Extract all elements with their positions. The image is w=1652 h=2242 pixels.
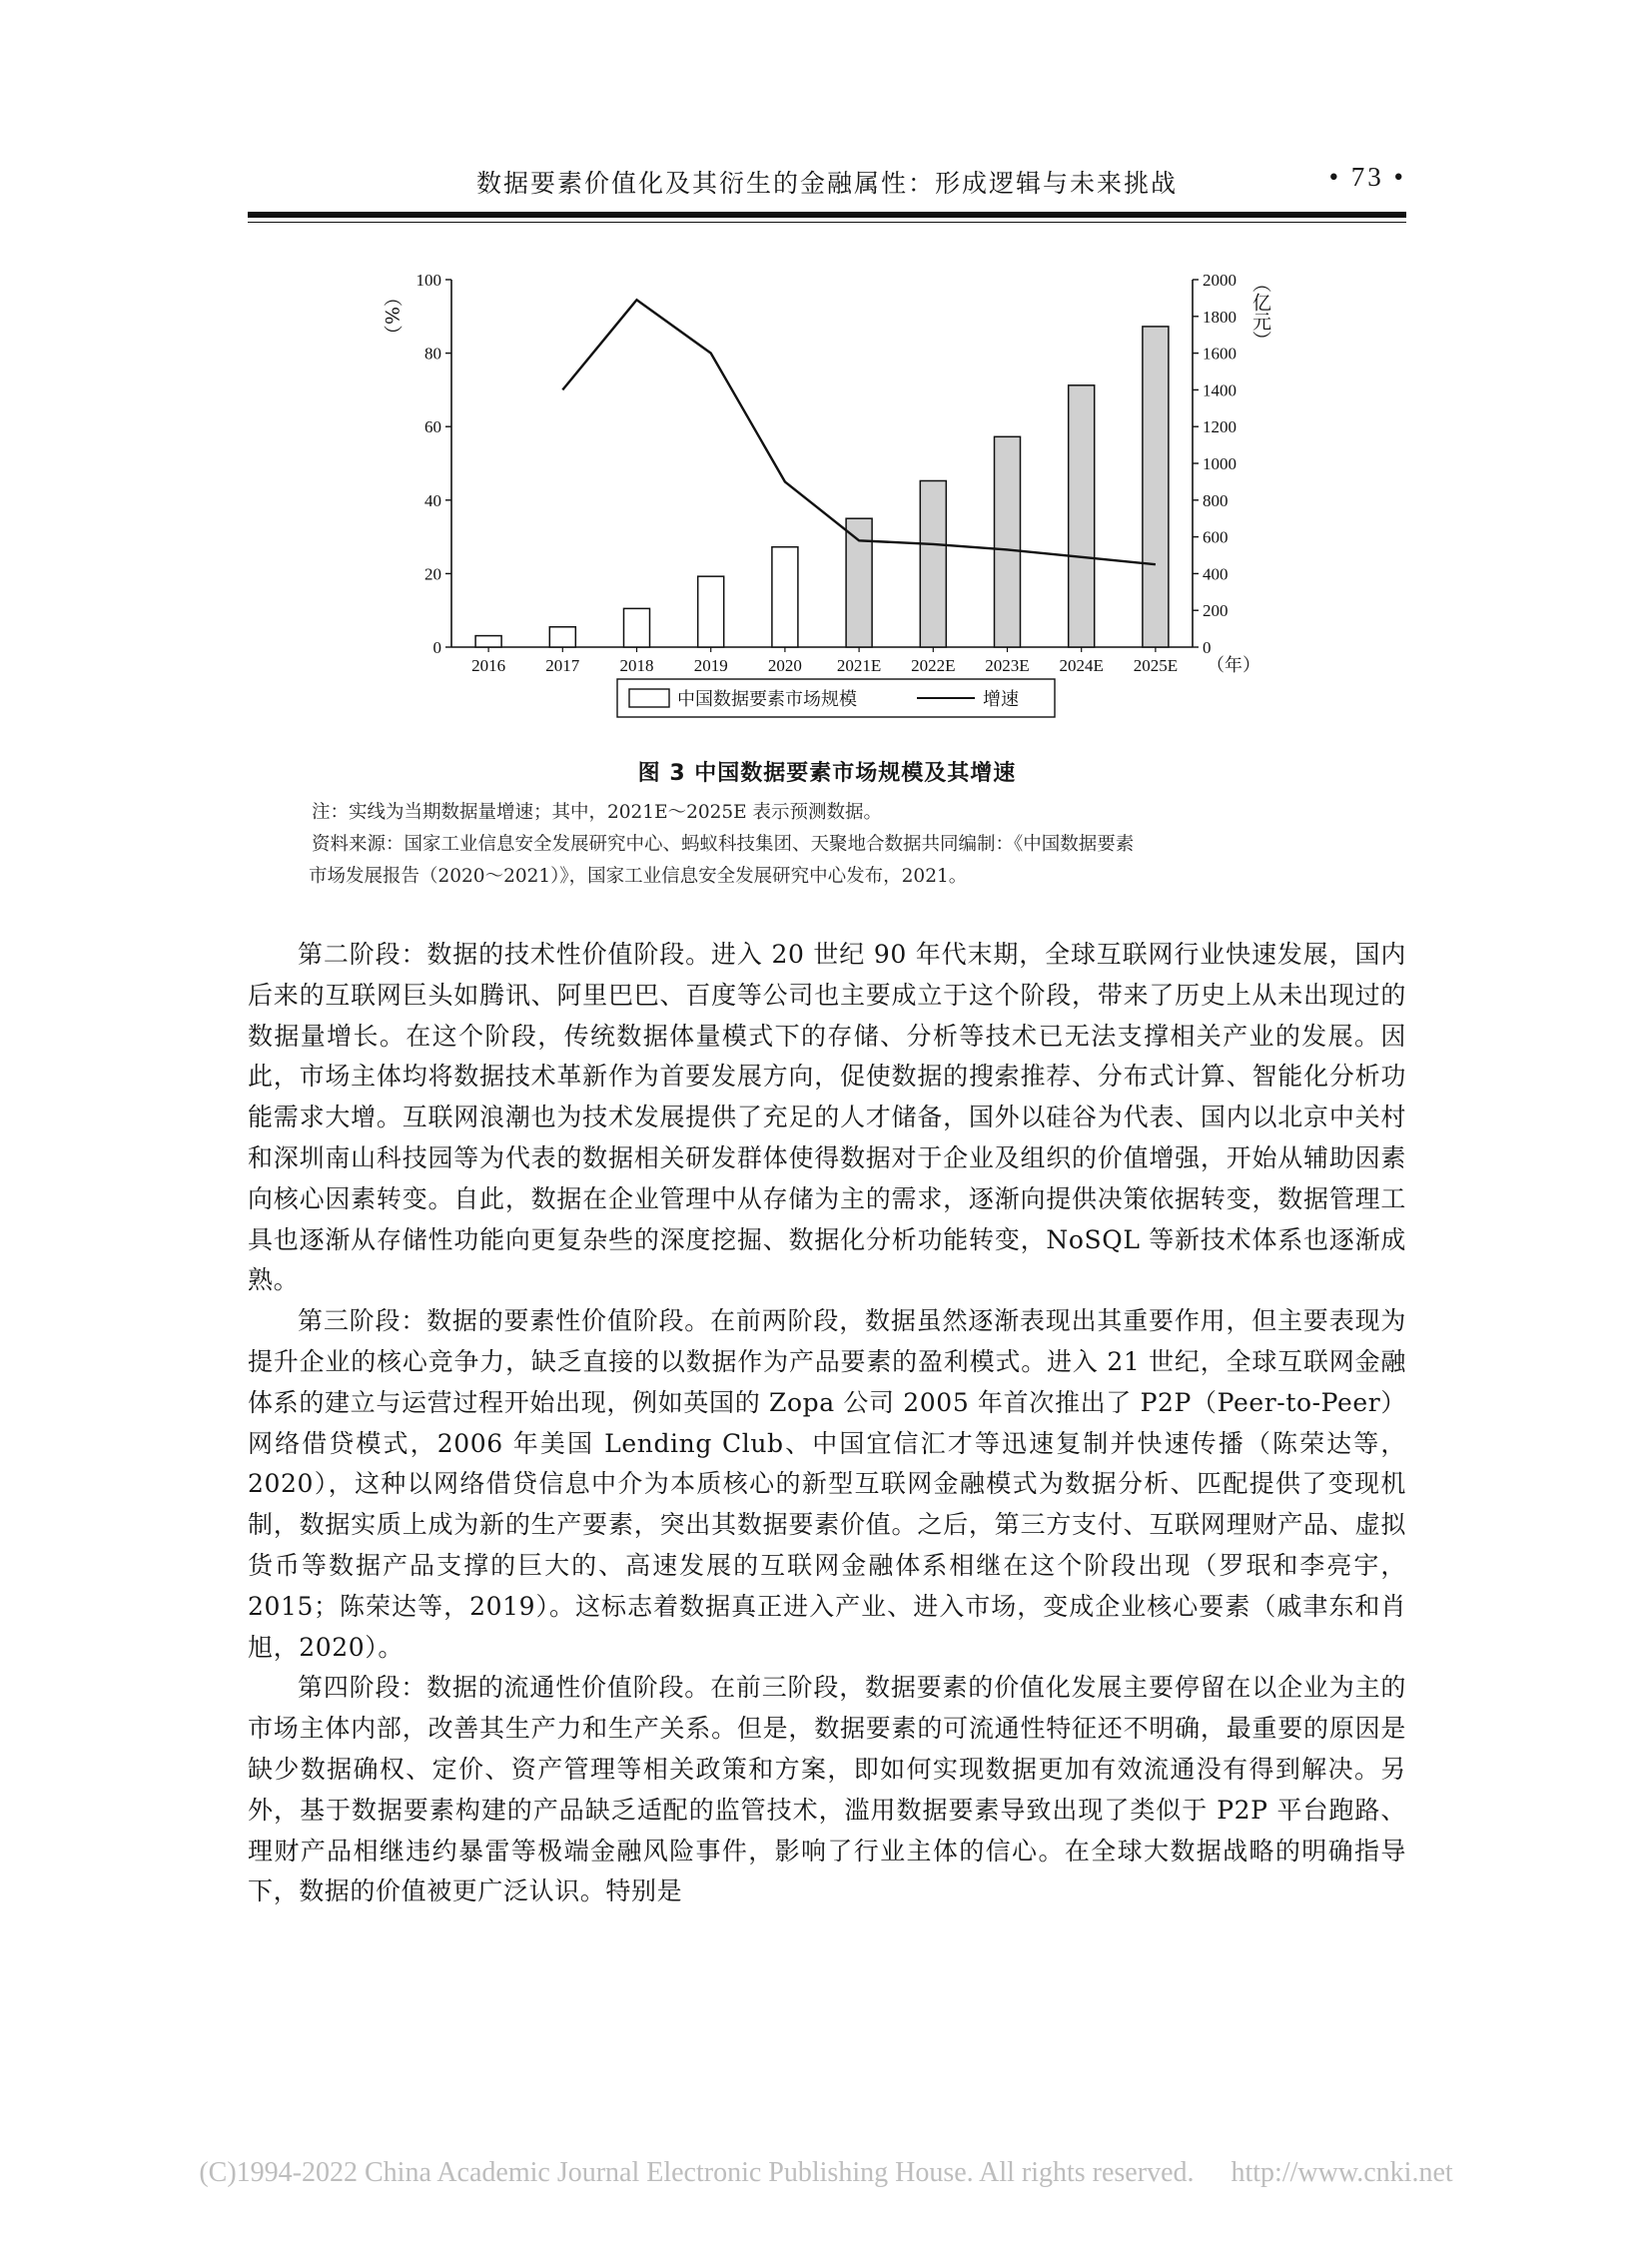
legend-bar-swatch bbox=[629, 689, 669, 707]
y-left-tick-label: 100 bbox=[415, 271, 441, 290]
figure-note: 注：实线为当期数据量增速；其中，2021E～2025E 表示预测数据。 bbox=[312, 802, 883, 823]
y-left-tick-label: 40 bbox=[424, 490, 441, 510]
bar bbox=[846, 518, 872, 647]
y-right-tick-label: 2000 bbox=[1203, 271, 1237, 290]
x-tick-label: 2023E bbox=[985, 656, 1030, 675]
x-tick-label: 2020 bbox=[767, 656, 802, 675]
bar bbox=[1069, 385, 1095, 647]
y-right-tick-label: 1600 bbox=[1203, 344, 1237, 364]
bar bbox=[549, 627, 575, 647]
y-right-tick-label: 200 bbox=[1203, 601, 1229, 621]
y-left-tick-label: 60 bbox=[424, 417, 441, 437]
bar bbox=[624, 608, 650, 647]
bar bbox=[920, 480, 946, 647]
bar bbox=[995, 436, 1021, 647]
market-size-chart bbox=[370, 262, 1271, 741]
x-tick-label: 2017 bbox=[545, 656, 580, 675]
y-left-tick-label: 0 bbox=[432, 638, 441, 657]
paragraph-stage-2: 第二阶段：数据的技术性价值阶段。进入 20 世纪 90 年代末期，全球互联网行业快速发展，国内后来的互联网巨头如腾讯、阿里巴巴、百度等公司也主要成立于这个阶段，带来了历史上从未出现过的数据量增长。在这个阶段，传统数据体量模式下的存储、分析等技术已无法支撑相关产业的发展。因此，市场主体均将数据技术革新作为首要发展方向，促使数据的搜索推荐、分布式计算、智能化分析功能需求大增。互联网浪潮也为技术发展提供了充足的人才储备，国外以硅谷为代表、国内以北京中关村和深圳南山科技园等为代表的数据相关研发群体使得数据对于企业及组织的价值增强，开始从辅助因素向核心因素转变。自此，数据在企业管理中从存储为主的需求，逐渐向提供决策依据转变，数据管理工具也逐渐从存储性功能向更复杂些的深度挖掘、数据化分析功能转变，NoSQL 等新技术体系也逐渐成熟。 bbox=[248, 940, 1406, 1295]
figure-caption: 图 3 中国数据要素市场规模及其增速 bbox=[637, 761, 1017, 786]
y-left-tick-label: 20 bbox=[424, 564, 441, 584]
x-tick-label: 2024E bbox=[1059, 656, 1104, 675]
y-right-tick-label: 1000 bbox=[1203, 454, 1237, 473]
y-right-tick-label: 0 bbox=[1203, 638, 1212, 657]
figure-source-line-2: 市场发展报告（2020～2021）》，国家工业信息安全发展研究中心发布，2021。 bbox=[309, 866, 968, 887]
y-right-tick-label: 1200 bbox=[1203, 417, 1237, 437]
x-tick-label: 2016 bbox=[471, 656, 506, 675]
y-right-tick-label: 800 bbox=[1203, 490, 1229, 510]
y-right-tick-label: 400 bbox=[1203, 564, 1229, 584]
y-right-tick-label: 1800 bbox=[1203, 307, 1237, 327]
paragraph-stage-3: 第三阶段：数据的要素性价值阶段。在前两阶段，数据虽然逐渐表现出其重要作用，但主要表现为提升企业的核心竞争力，缺乏直接的以数据作为产品要素的盈利模式。进入 21 世纪，全球互联网金融体系的建立与运营过程开始出现，例如英国的 Zopa 公司 2005 年首次推出了 P2P（Peer-to-Peer）网络借贷模式，2006 年美国 Lending Club、中国宜信汇才等迅速复制并快速传播（陈荣达等，2020），这种以网络借贷信息中介为本质核心的新型互联网金融模式为数据分析、匹配提供了变现机制，数据实质上成为新的生产要素，突出其数据要素价值。之后，第三方支付、互联网理财产品、虚拟货币等数据产品支撑的巨大的、高速发展的互联网金融体系相继在这个阶段出现（罗珉和李亮宇，2015；陈荣达等，2019）。这标志着数据真正进入产业、进入市场，变成企业核心要素（戚聿东和肖旭，2020）。 bbox=[248, 1306, 1406, 1662]
header-rule-thick bbox=[248, 212, 1406, 218]
y-left-tick-label: 80 bbox=[424, 344, 441, 364]
y-right-axis-label: （亿元） bbox=[1249, 274, 1271, 350]
bar bbox=[1143, 327, 1169, 647]
x-tick-label: 2025E bbox=[1133, 656, 1179, 675]
bar bbox=[698, 576, 724, 647]
figure-source-line-1: 资料来源：国家工业信息安全发展研究中心、蚂蚁科技集团、天聚地合数据共同编制：《中国数据要素 bbox=[312, 834, 1135, 855]
bar bbox=[475, 636, 501, 647]
running-title: 数据要素价值化及其衍生的金融属性：形成逻辑与未来挑战 bbox=[475, 169, 1178, 198]
footer-url: http://www.cnki.net bbox=[1231, 2157, 1453, 2188]
legend-bar-label: 中国数据要素市场规模 bbox=[677, 689, 857, 710]
y-left-axis-label: （%） bbox=[381, 288, 403, 345]
page-number: • 73 • bbox=[1328, 162, 1406, 192]
header-rule-thin bbox=[248, 222, 1406, 223]
y-right-tick-label: 600 bbox=[1203, 527, 1229, 547]
x-tick-label: 2022E bbox=[911, 656, 956, 675]
page-header bbox=[248, 158, 1406, 198]
x-tick-label: 2018 bbox=[619, 656, 654, 675]
legend-line-label: 增速 bbox=[983, 689, 1019, 710]
x-tick-label: 2021E bbox=[836, 656, 882, 675]
x-tick-label: 2019 bbox=[693, 656, 728, 675]
paragraph-stage-4: 第四阶段：数据的流通性价值阶段。在前三阶段，数据要素的价值化发展主要停留在以企业为主的市场主体内部，改善其生产力和生产关系。但是，数据要素的可流通性特征还不明确，最重要的原因是缺少数据确权、定价、资产管理等相关政策和方案，即如何实现数据更加有效流通没有得到解决。另外，基于数据要素构建的产品缺乏适配的监管技术，滥用数据要素导致出现了类似于 P2P 平台跑路、理财产品相继违约暴雷等极端金融风险事件，影响了行业主体的信心。在全球大数据战略的明确指导下，数据的价值被更广泛认识。特别是 bbox=[248, 1673, 1406, 1906]
body-text bbox=[248, 935, 1406, 1912]
bar bbox=[772, 547, 798, 647]
y-right-tick-label: 1400 bbox=[1203, 380, 1237, 400]
copyright-notice: (C)1994-2022 China Academic Journal Electronic Publishing House. All rights reserved. bbox=[199, 2157, 1195, 2188]
figure-notes bbox=[309, 797, 1370, 893]
x-axis-label: （年） bbox=[1207, 655, 1260, 676]
page-footer bbox=[0, 2157, 1652, 2189]
